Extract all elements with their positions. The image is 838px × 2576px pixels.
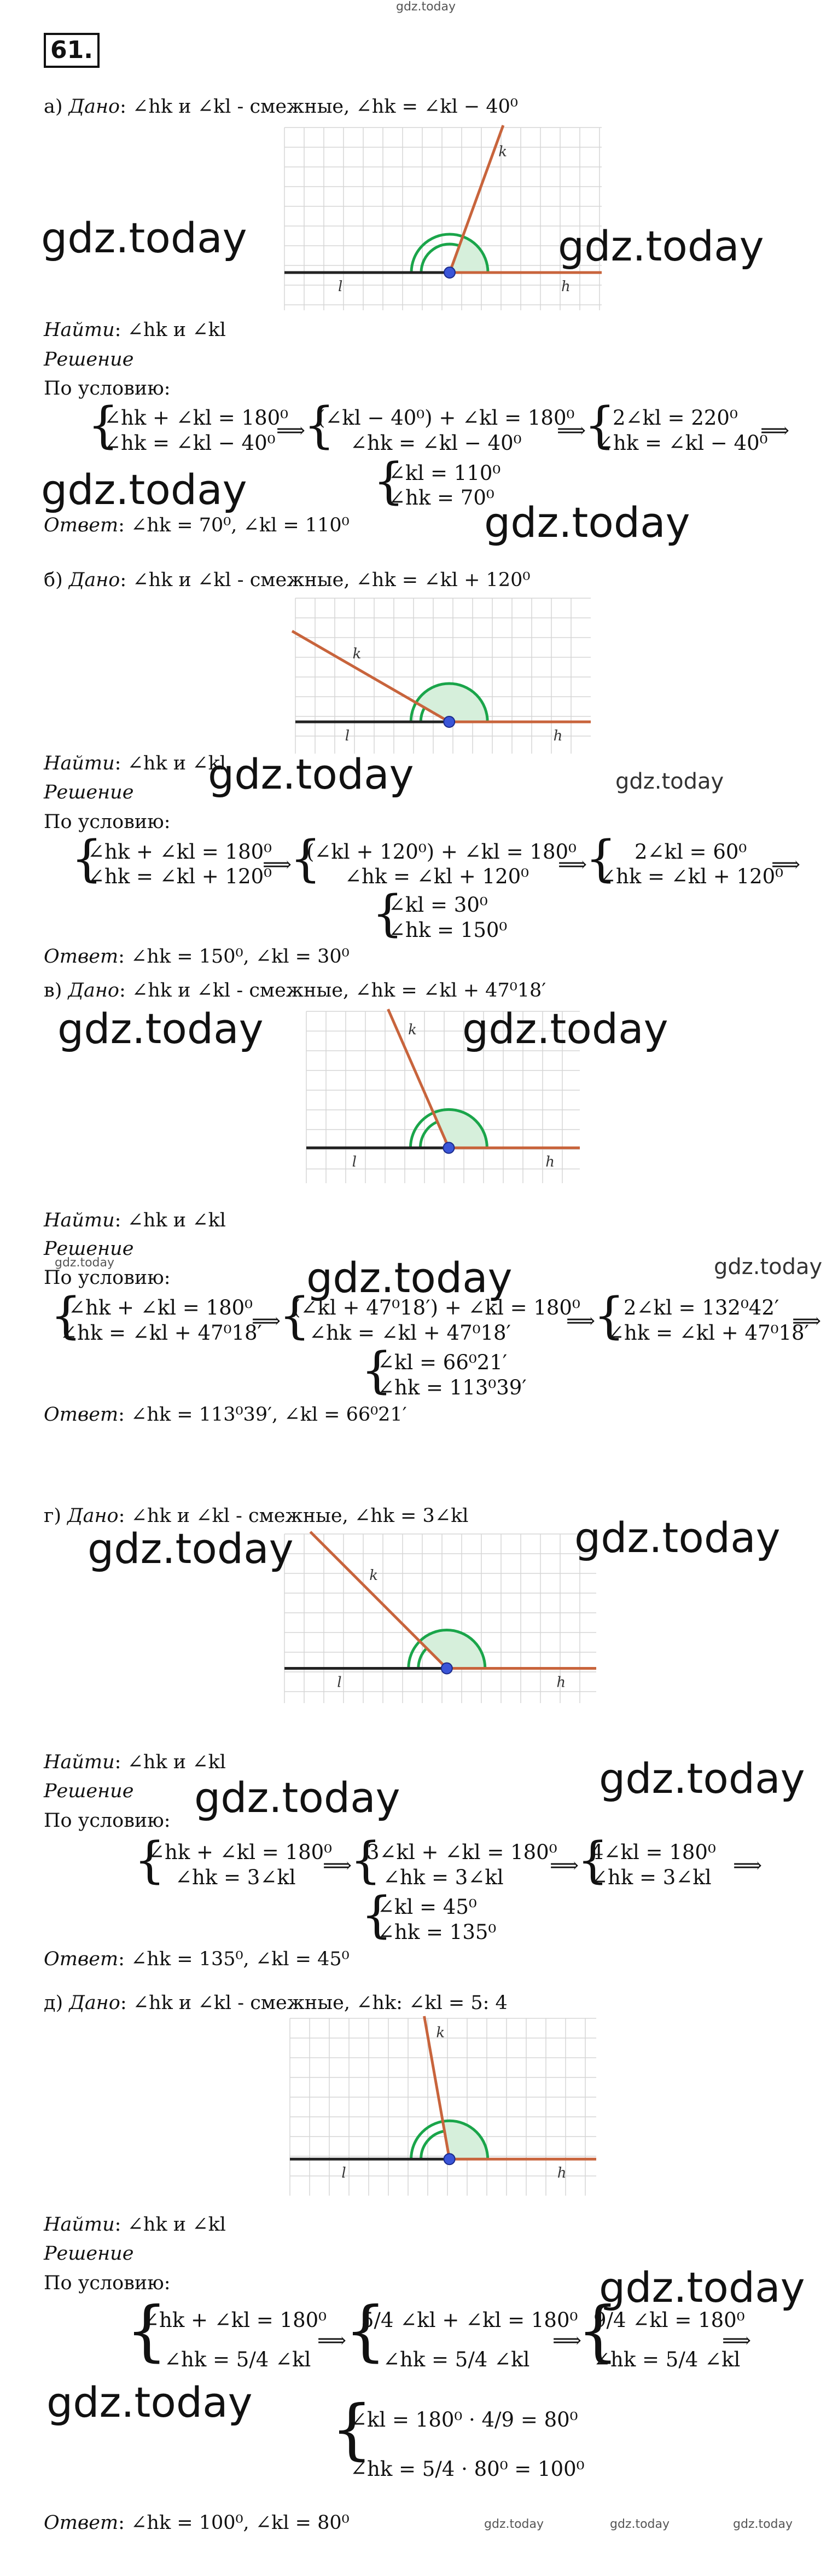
diagram-b	[290, 594, 596, 758]
part-c-sys4-l1: ∠kl = 66⁰21′	[377, 1351, 508, 1374]
part-c-condition: По условию:	[44, 1267, 171, 1289]
part-b-sys3-l1: 2∠kl = 60⁰	[635, 840, 747, 864]
watermark: gdz.today	[46, 2378, 253, 2427]
label-l: l	[352, 1154, 357, 1171]
part-d-sys2-l2: ∠hk = 3∠kl	[383, 1866, 504, 1889]
angle-arc	[421, 2131, 445, 2159]
vertex-point	[444, 267, 455, 278]
part-b-condition: По условию:	[44, 811, 171, 833]
watermark: gdz.today	[599, 2263, 805, 2312]
part-e-answer: Ответ: ∠hk = 100⁰, ∠kl = 80⁰	[44, 2512, 350, 2534]
part-d-find: Найти: ∠hk и ∠kl	[44, 1751, 226, 1773]
part-e-sys4-l1: ∠kl = 180⁰ · 4/9 = 80⁰	[350, 2408, 578, 2432]
part-b-title: б) Дано: ∠hk и ∠kl - смежные, ∠hk = ∠kl + 120⁰	[44, 569, 531, 591]
implies: ⟹	[276, 419, 306, 442]
implies: ⟹	[552, 2329, 582, 2352]
watermark: gdz.today	[88, 1524, 294, 1573]
part-c-solution: Решение	[44, 1238, 134, 1260]
brace: {	[88, 397, 119, 454]
implies: ⟹	[558, 853, 587, 876]
implies: ⟹	[323, 1854, 352, 1877]
part-b-sys1-l1: ∠hk + ∠kl = 180⁰	[88, 840, 272, 864]
label-k: k	[498, 143, 508, 160]
brace: {	[593, 1287, 625, 1345]
part-a-solution: Решение	[44, 349, 134, 371]
brace: {	[290, 830, 322, 888]
diagram-a	[279, 123, 607, 315]
brace: {	[373, 453, 405, 510]
brace: {	[372, 885, 404, 942]
brace: {	[361, 1886, 393, 1944]
watermark: gdz.today	[41, 465, 247, 514]
ray-k	[388, 1009, 449, 1148]
ray-k	[292, 631, 449, 722]
watermark: gdz.today	[484, 2517, 544, 2531]
exercise-number: 61.	[44, 33, 100, 68]
part-d-solution: Решение	[44, 1780, 134, 1802]
brace: {	[304, 397, 335, 454]
brace: {	[50, 1287, 82, 1345]
watermark: gdz.today	[615, 769, 724, 794]
label-h: h	[545, 1154, 555, 1171]
part-e-find: Найти: ∠hk и ∠kl	[44, 2214, 226, 2236]
implies: ⟹	[550, 1854, 579, 1877]
implies: ⟹	[771, 853, 801, 876]
implies: ⟹	[317, 2329, 347, 2352]
label-h: h	[553, 728, 563, 744]
label-h: h	[556, 1674, 566, 1691]
part-b-sys1-l2: ∠hk = ∠kl + 120⁰	[88, 865, 272, 888]
brace: {	[350, 1832, 382, 1889]
part-e-solution: Решение	[44, 2243, 134, 2265]
angle-arc	[420, 1122, 437, 1148]
part-d-sys4-l1: ∠kl = 45⁰	[377, 1895, 477, 1919]
part-c-sys3-l2: ∠hk = ∠kl + 47⁰18′	[607, 1321, 809, 1345]
part-c-sys1-l1: ∠hk + ∠kl = 180⁰	[68, 1296, 253, 1319]
watermark: gdz.today	[462, 1004, 668, 1053]
brace: {	[134, 1832, 166, 1889]
watermark: gdz.today	[733, 2517, 793, 2531]
part-b-answer: Ответ: ∠hk = 150⁰, ∠kl = 30⁰	[44, 946, 350, 968]
part-c-find: Найти: ∠hk и ∠kl	[44, 1209, 226, 1231]
label-k: k	[408, 1021, 417, 1038]
part-a-sys3-l1: 2∠kl = 220⁰	[613, 406, 738, 430]
part-c-sys3-l1: 2∠kl = 132⁰42′	[624, 1296, 779, 1319]
implies: ⟹	[566, 1309, 596, 1333]
part-d-title: г) Дано: ∠hk и ∠kl - смежные, ∠hk = 3∠kl	[44, 1505, 469, 1527]
watermark: gdz.today	[484, 498, 690, 547]
part-a-sys4-l2: ∠hk = 70⁰	[388, 486, 494, 510]
brace: {	[577, 2293, 619, 2369]
watermark: gdz.today	[599, 1754, 805, 1803]
implies: ⟹	[733, 1854, 763, 1877]
part-b-solution: Решение	[44, 782, 134, 803]
implies: ⟹	[252, 1309, 281, 1333]
vertex-point	[444, 716, 455, 727]
part-b-sys4-l2: ∠hk = 150⁰	[388, 918, 508, 942]
part-e-sys4-l2: ∠hk = 5/4 · 80⁰ = 100⁰	[350, 2457, 585, 2481]
part-a-condition: По условию:	[44, 378, 171, 400]
vertex-point	[444, 2154, 455, 2164]
part-a-sys2-l2: ∠hk = ∠kl − 40⁰	[350, 431, 522, 455]
part-b-sys4-l1: ∠kl = 30⁰	[388, 893, 488, 917]
part-a-sys1-l1: ∠hk + ∠kl = 180⁰	[104, 406, 289, 430]
part-e-sys3-l1: 9/4 ∠kl = 180⁰	[593, 2308, 745, 2332]
watermark: gdz.today	[55, 1256, 115, 1270]
part-d-sys4-l2: ∠hk = 135⁰	[377, 1920, 497, 1944]
part-d-answer: Ответ: ∠hk = 135⁰, ∠kl = 45⁰	[44, 1948, 350, 1970]
implies: ⟹	[760, 419, 790, 442]
brace: {	[71, 830, 103, 888]
part-a-answer: Ответ: ∠hk = 70⁰, ∠kl = 110⁰	[44, 514, 350, 536]
brace: {	[577, 1832, 609, 1889]
part-e-condition: По условию:	[44, 2272, 171, 2294]
vertex-point	[443, 1142, 454, 1153]
implies: ⟹	[792, 1309, 822, 1333]
part-a-find: Найти: ∠hk и ∠kl	[44, 319, 226, 341]
part-b-sys2-l1: (∠kl + 120⁰) + ∠kl = 180⁰	[306, 840, 577, 864]
watermark: gdz.today	[57, 1004, 264, 1053]
brace: {	[585, 830, 617, 888]
diagram-d	[279, 1530, 602, 1707]
part-e-sys2-l2: ∠hk = 5/4 ∠kl	[383, 2348, 530, 2371]
part-e-sys3-l2: ∠hk = 5/4 ∠kl	[593, 2348, 741, 2371]
part-a-sys4-l1: ∠kl = 110⁰	[388, 461, 501, 485]
part-d-sys1-l1: ∠hk + ∠kl = 180⁰	[148, 1840, 333, 1864]
watermark: gdz.today	[41, 213, 247, 262]
diagram-e	[284, 2014, 602, 2200]
brace: {	[331, 2392, 373, 2468]
label-l: l	[338, 279, 343, 295]
part-c-sys2-l1: (∠kl + 47⁰18′) + ∠kl = 180⁰	[293, 1296, 580, 1319]
implies: ⟹	[722, 2329, 752, 2352]
watermark: gdz.today	[610, 2517, 670, 2531]
part-e-sys2-l1: 5/4 ∠kl + ∠kl = 180⁰	[361, 2308, 578, 2332]
part-d-sys3-l1: 4∠kl = 180⁰	[591, 1840, 716, 1864]
part-c-sys2-l2: ∠hk = ∠kl + 47⁰18′	[309, 1321, 511, 1345]
label-l: l	[345, 728, 350, 744]
part-c-title: в) Дано: ∠hk и ∠kl - смежные, ∠hk = ∠kl + 47⁰18′	[44, 980, 546, 1002]
vertex-point	[441, 1663, 452, 1674]
part-b-sys3-l2: ∠hk = ∠kl + 120⁰	[599, 865, 784, 888]
part-a-title: а) Дано: ∠hk и ∠kl - смежные, ∠hk = ∠kl − 40⁰	[44, 96, 518, 118]
label-k: k	[352, 646, 362, 662]
part-c-answer: Ответ: ∠hk = 113⁰39′, ∠kl = 66⁰21′	[44, 1404, 407, 1426]
part-b-find: Найти: ∠hk и ∠kl	[44, 752, 226, 774]
label-l: l	[337, 1674, 342, 1691]
watermark: gdz.today	[714, 1254, 823, 1280]
implies: ⟹	[263, 853, 292, 876]
label-h: h	[561, 279, 571, 295]
brace: {	[126, 2293, 168, 2369]
label-k: k	[369, 1567, 379, 1584]
brace: {	[279, 1287, 311, 1345]
part-c-sys1-l2: ∠hk = ∠kl + 47⁰18′	[60, 1321, 262, 1345]
angle-arc	[421, 708, 424, 722]
watermark: gdz.today	[194, 1773, 400, 1822]
watermark: gdz.today	[558, 222, 764, 270]
part-c-sys4-l2: ∠hk = 113⁰39′	[377, 1376, 527, 1399]
part-d-sys3-l2: ∠hk = 3∠kl	[591, 1866, 712, 1889]
part-e-title: д) Дано: ∠hk и ∠kl - смежные, ∠hk: ∠kl = 5: 4	[44, 1992, 508, 2014]
part-d-condition: По условию:	[44, 1810, 171, 1832]
part-b-sys2-l2: ∠hk = ∠kl + 120⁰	[345, 865, 529, 888]
watermark: gdz.today	[306, 1253, 513, 1302]
header-site: gdz.today	[396, 0, 456, 14]
part-e-sys1-l1: ∠hk + ∠kl = 180⁰	[142, 2308, 327, 2332]
watermark: gdz.today	[574, 1513, 781, 1562]
implies: ⟹	[557, 419, 586, 442]
part-d-sys1-l2: ∠hk = 3∠kl	[175, 1866, 296, 1889]
label-l: l	[341, 2165, 346, 2182]
brace: {	[361, 1342, 393, 1399]
brace: {	[584, 397, 616, 454]
part-a-sys3-l2: ∠hk = ∠kl − 40⁰	[596, 431, 768, 455]
brace: {	[345, 2293, 387, 2369]
part-e-sys1-l2: ∠hk = 5/4 ∠kl	[164, 2348, 311, 2371]
part-a-sys1-l2: ∠hk = ∠kl − 40⁰	[104, 431, 276, 455]
part-a-sys2-l1: (∠kl − 40⁰) + ∠kl = 180⁰	[317, 406, 575, 430]
part-d-sys2-l1: 3∠kl + ∠kl = 180⁰	[366, 1840, 557, 1864]
ray-k	[310, 1532, 447, 1669]
watermark: gdz.today	[208, 750, 414, 798]
label-h: h	[557, 2165, 567, 2182]
label-k: k	[436, 2024, 445, 2041]
